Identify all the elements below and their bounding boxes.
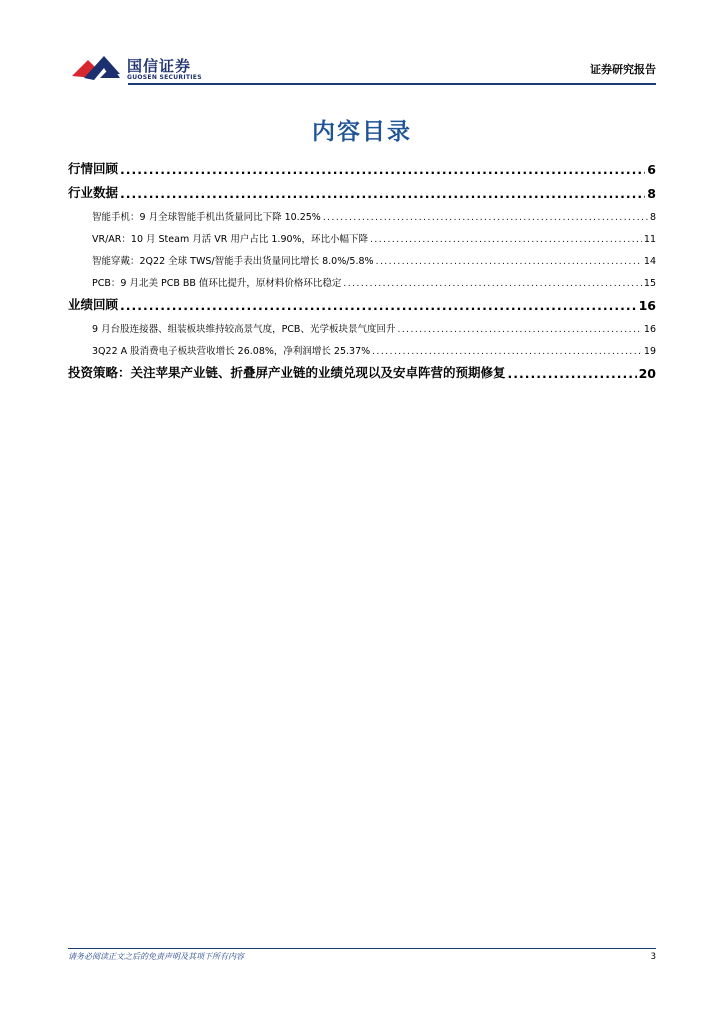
toc-subentry-label: PCB：9 月北美 PCB BB 值环比提升，原材料价格环比稳定 [92,278,342,289]
toc-entry[interactable] [68,357,656,381]
footer-divider [68,948,656,949]
toc-subentry-label: 3Q22 A 股消费电子板块营收增长 26.08%，净利润增长 25.37% [92,346,371,357]
toc-leader-dots [323,213,648,223]
toc-leader-dots [397,325,641,335]
toc-subentry[interactable] [68,335,656,357]
toc-entry[interactable] [68,289,656,313]
toc-leader-dots [372,347,642,357]
toc-subentry-page: 11 [643,234,656,245]
page-header [70,50,656,86]
disclaimer-notice: 请务必阅读正文之后的免责声明及其项下所有内容 [68,952,244,961]
toc-subentry[interactable] [68,267,656,289]
toc-subentry-page: 15 [643,278,656,289]
toc-subentry[interactable] [68,245,656,267]
toc-entry-page: 6 [647,162,656,177]
toc-leader-dots [508,366,637,381]
toc-leader-dots [376,257,642,267]
toc-leader-dots [343,279,641,289]
logo-english-text: GUOSEN SECURITIES [127,74,202,81]
toc-entry-label: 投资策略：关注苹果产业链、折叠屏产业链的业绩兑现以及安卓阵营的预期修复 [68,365,506,380]
toc-entry[interactable] [68,177,656,201]
toc-leader-dots [120,186,645,201]
toc-entry-page: 20 [638,366,656,381]
toc-subentry[interactable] [68,223,656,245]
toc-subentry-page: 14 [643,256,656,267]
toc-leader-dots [120,162,645,177]
report-type-label: 证券研究报告 [590,63,656,76]
toc-entry-label: 行情回顾 [68,161,119,176]
toc-entry-label: 业绩回顾 [68,297,119,312]
table-of-contents [68,153,656,381]
toc-leader-dots [370,235,642,245]
toc-subentry-page: 16 [643,324,656,335]
toc-title: 内容目录 [312,119,412,145]
toc-leader-dots [120,298,637,313]
header-divider [128,83,656,85]
toc-subentry[interactable] [68,201,656,223]
toc-subentry-label: 9 月台股连接器、组装板块维持较高景气度，PCB、光学板块景气度回升 [92,324,396,335]
toc-subentry-label: 智能穿戴：2Q22 全球 TWS/智能手表出货量同比增长 8.0%/5.8% [92,256,374,267]
toc-entry-label: 行业数据 [68,185,119,200]
toc-subentry-label: 智能手机：9 月全球智能手机出货量同比下降 10.25% [92,212,321,223]
toc-entry-page: 8 [647,186,656,201]
toc-subentry[interactable] [68,313,656,335]
page-number: 3 [650,952,656,962]
logo-chinese-text: 国信证券 [127,57,192,75]
toc-entry[interactable] [68,153,656,177]
toc-subentry-page: 8 [649,212,656,223]
toc-subentry-page: 19 [643,346,656,357]
guosen-logo [70,50,230,84]
guosen-logo-icon [70,52,122,82]
toc-subentry-label: VR/AR：10 月 Steam 月活 VR 用户占比 1.90%，环比小幅下降 [92,234,369,245]
toc-entry-page: 16 [638,298,656,313]
